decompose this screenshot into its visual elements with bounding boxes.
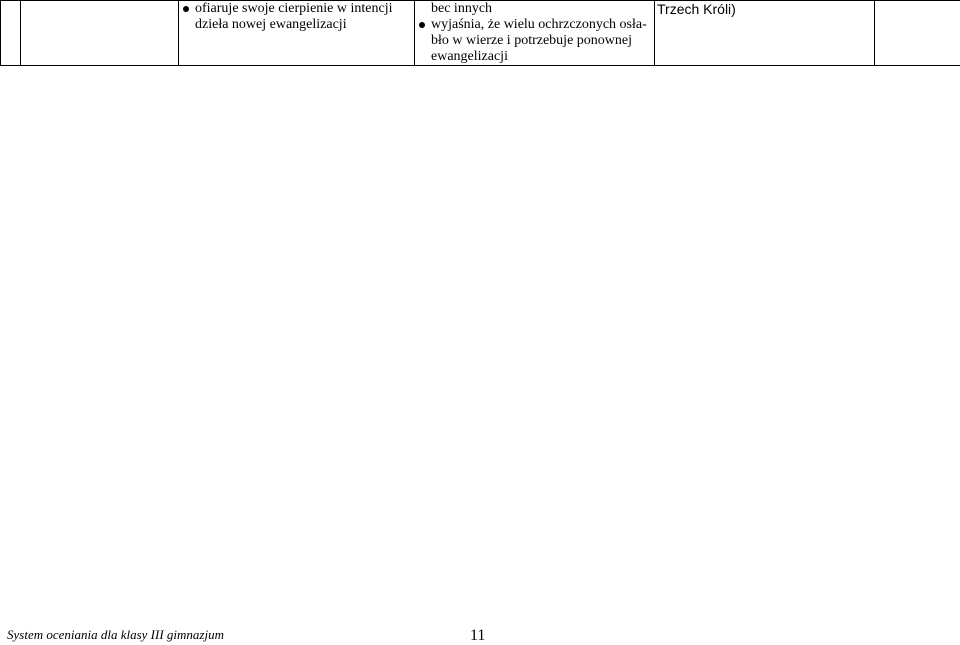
empty-cell-1	[1, 1, 21, 66]
bullet-icon	[183, 6, 189, 12]
table-row	[1, 1, 960, 66]
requirements-cell-4	[415, 1, 655, 66]
empty-cell-2	[21, 1, 179, 66]
topic-cell-5	[655, 1, 875, 66]
list-item-text: ofiaruje swoje cierpienie w intencji dzieła nowej ewangelizacji	[195, 1, 392, 32]
page-number: 11	[470, 627, 485, 645]
empty-cell-6	[875, 1, 960, 66]
requirements-cell-3	[179, 1, 415, 66]
list-item	[415, 17, 654, 65]
curriculum-table	[0, 0, 960, 66]
list-item-text: wyjaśnia, że wielu ochrzczonych osła-bło w wierze i potrzebuje ponownej ewangelizacji	[431, 17, 647, 64]
topic-text: Trzech Króli)	[655, 1, 874, 17]
bullet-list	[415, 17, 654, 65]
bullet-list	[179, 1, 414, 33]
continued-text: bec innych	[415, 1, 654, 17]
list-item	[179, 1, 414, 33]
bullet-icon	[419, 22, 425, 28]
footer-title: System oceniania dla klasy III gimnazjum	[7, 627, 224, 643]
